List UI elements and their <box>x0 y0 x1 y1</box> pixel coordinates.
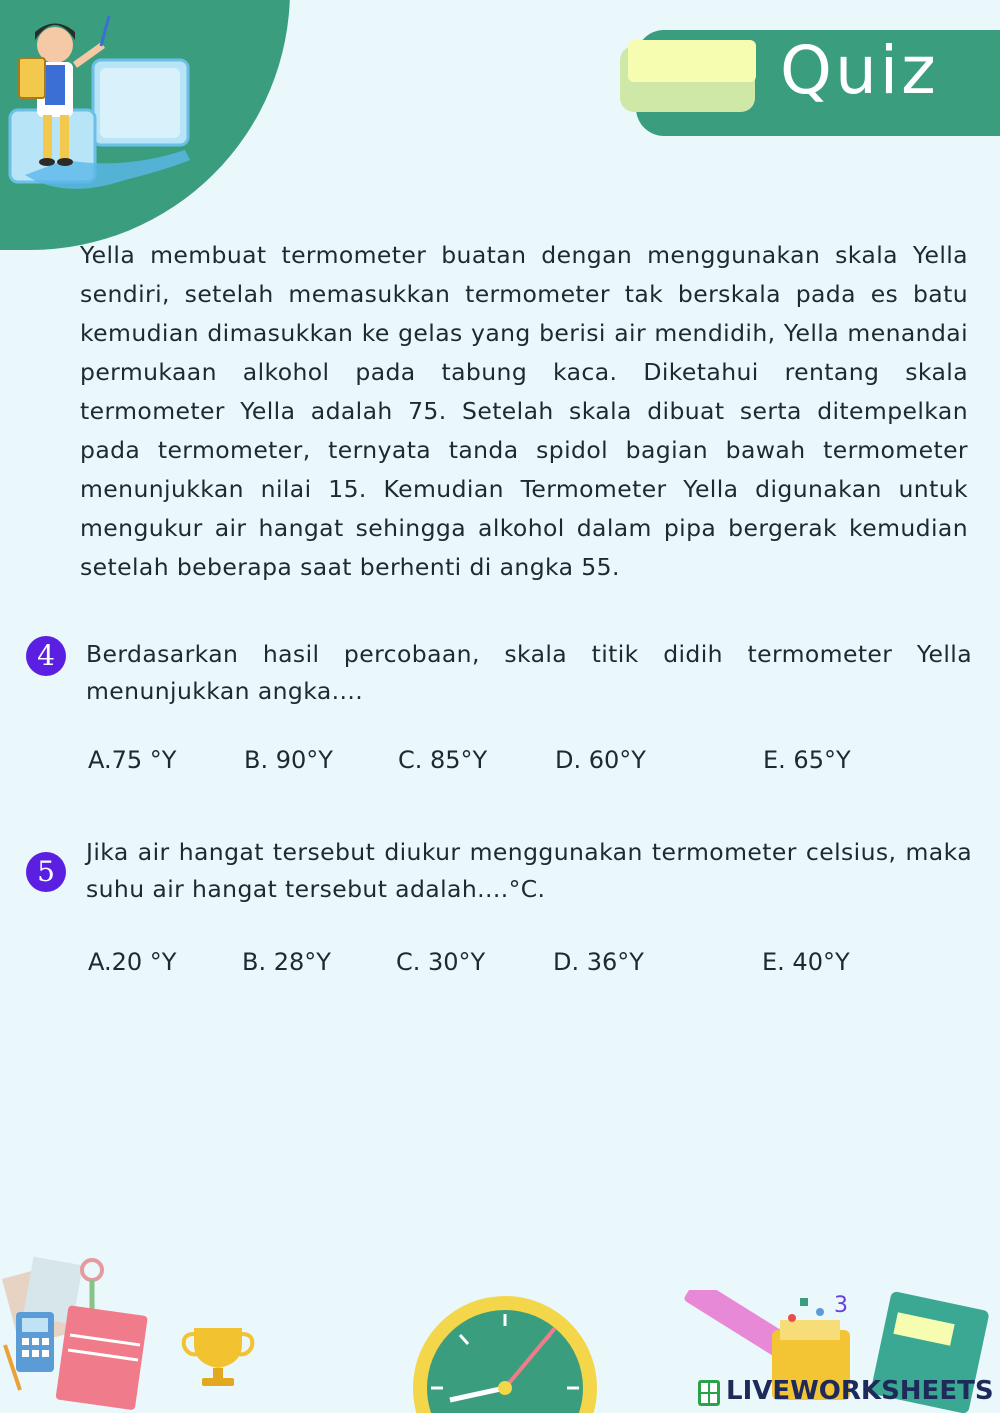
svg-text:3: 3 <box>834 1293 848 1318</box>
option-e[interactable]: E. 65°Y <box>763 746 851 774</box>
option-c[interactable]: C. 30°Y <box>396 948 486 976</box>
trophy-icon <box>180 1322 256 1392</box>
reading-passage: Yella membuat termometer buatan dengan menggunakan skala Yella sendiri, setelah memasukkan termometer tak berskala pada es batu kemudian dimasukkan ke gelas yang berisi air mendidih, Yella menandai permukaan alkohol pada tabung kaca. Diketahui rentang skala termometer Yella adalah 75. Setelah skala dibuat serta ditempelkan pada termometer, ternyata tanda spidol bagian bawah termometer menunjukkan nilai 15. Kemudian Termometer Yella digunakan untuk mengukur air hangat sehingga alkohol dalam pipa bergerak kemudian setelah beberapa saat berhenti di angka 55. <box>80 241 968 581</box>
page-title: Quiz <box>780 32 939 109</box>
question-number-badge: 4 <box>26 636 66 676</box>
clock-icon <box>410 1288 600 1413</box>
option-a[interactable]: A.75 °Y <box>88 746 177 774</box>
option-d[interactable]: D. 60°Y <box>555 746 646 774</box>
option-d[interactable]: D. 36°Y <box>553 948 644 976</box>
liveworksheets-watermark[interactable]: LIVEWORKSHEETS <box>726 1376 994 1406</box>
option-c[interactable]: C. 85°Y <box>398 746 488 774</box>
question-text: Jika air hangat tersebut diukur menggunakan termometer celsius, maka suhu air hangat tersebut adalah....°C. <box>86 838 972 903</box>
scientist-ice-illustration <box>5 10 205 200</box>
question-text: Berdasarkan hasil percobaan, skala titik didih termometer Yella menunjukkan angka.... <box>86 640 972 705</box>
quiz-tab <box>628 40 756 82</box>
question-number-badge: 5 <box>26 852 66 892</box>
option-e[interactable]: E. 40°Y <box>762 948 850 976</box>
option-b[interactable]: B. 90°Y <box>244 746 333 774</box>
option-a[interactable]: A.20 °Y <box>88 948 177 976</box>
option-b[interactable]: B. 28°Y <box>242 948 331 976</box>
stationery-illustration <box>0 1250 160 1413</box>
